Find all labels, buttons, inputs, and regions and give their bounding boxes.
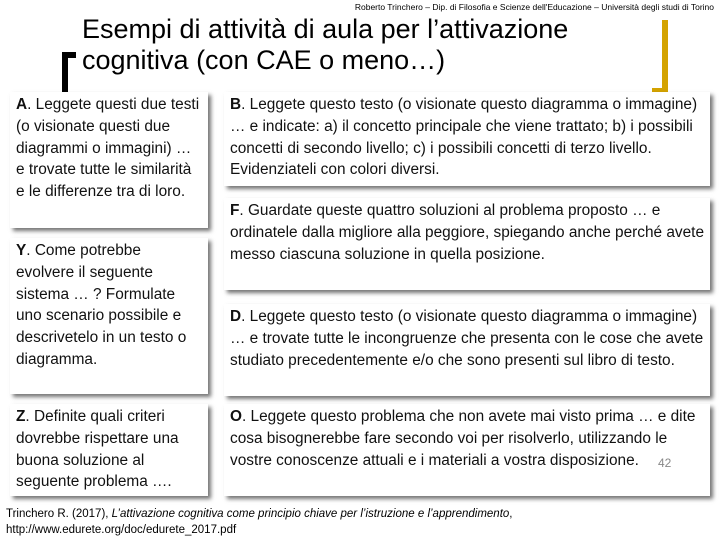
activity-text: . Leggete questo problema che non avete mai visto prima … e dite cosa bisognerebbe fare secondo voi per risolverlo, utilizzando le vostre conoscenze attuali e i materiali a vostra disposizione. (230, 408, 696, 469)
activity-box-a (10, 92, 208, 228)
citation-separator: , (509, 508, 513, 520)
citation-title: L’attivazione cognitiva come principio chiave per l’istruzione e l’apprendimento (111, 508, 510, 520)
title-bracket-left (62, 52, 76, 96)
activity-box-y (10, 238, 208, 394)
activity-letter: Z (16, 408, 26, 425)
activity-text: . Guardate queste quattro soluzioni al problema proposto … e ordinatele dalla migliore alla peggiore, spiegando anche perché avete messo ciascuna soluzione in quella posizione. (230, 202, 705, 263)
activity-letter: B (230, 96, 242, 113)
citation-footer (6, 506, 512, 538)
title-bracket-right (652, 20, 668, 94)
page-number: 42 (658, 456, 672, 470)
activity-text: . Leggete questo testo (o visionate questo diagramma o immagine) … e trovate tutte le incongruenze che presenta con le cose che avete studiato precedentemente e/o che sono presenti sul libro di testo. (230, 308, 704, 369)
citation-author: Trinchero R. (2017), (6, 508, 112, 520)
activity-box-z (10, 404, 208, 496)
activity-letter: O (230, 408, 242, 425)
activity-text: . Leggete questi due testi (o visionate questi due diagrammi o immagini) … e trovate tutte le similarità e le differenze tra di loro. (16, 96, 200, 201)
activity-box-f (224, 198, 710, 290)
activity-letter: F (230, 202, 240, 219)
activity-letter: D (230, 308, 242, 325)
activity-letter: A (16, 96, 28, 113)
activity-text: . Come potrebbe evolvere il seguente sistema … ? Formulate uno scenario possibile e descrivetelo in un testo o diagramma. (16, 242, 187, 368)
activity-letter: Y (16, 242, 27, 259)
header-credit: Roberto Trinchero – Dip. di Filosofia e Scienze dell'Educazione – Università degli studi di Torino (354, 2, 714, 12)
slide-title: Esempi di attività di aula per l’attivazione cognitiva (con CAE o meno…) (82, 14, 569, 75)
activity-text: . Definite quali criteri dovrebbe rispettare una buona soluzione al seguente problema …. (16, 408, 179, 491)
activity-text: . Leggete questo testo (o visionate questo diagramma o immagine) … e indicate: a) il concetto principale che viene trattato; b) i possibili concetti di secondo livello; c) i possibili concetti di terzo livello. Evidenziateli con colori diversi. (230, 96, 698, 179)
activity-box-o (224, 404, 710, 496)
citation-url[interactable]: http://www.edurete.org/doc/edurete_2017.pdf (6, 524, 237, 536)
activity-box-d (224, 304, 710, 396)
activity-box-b (224, 92, 710, 186)
